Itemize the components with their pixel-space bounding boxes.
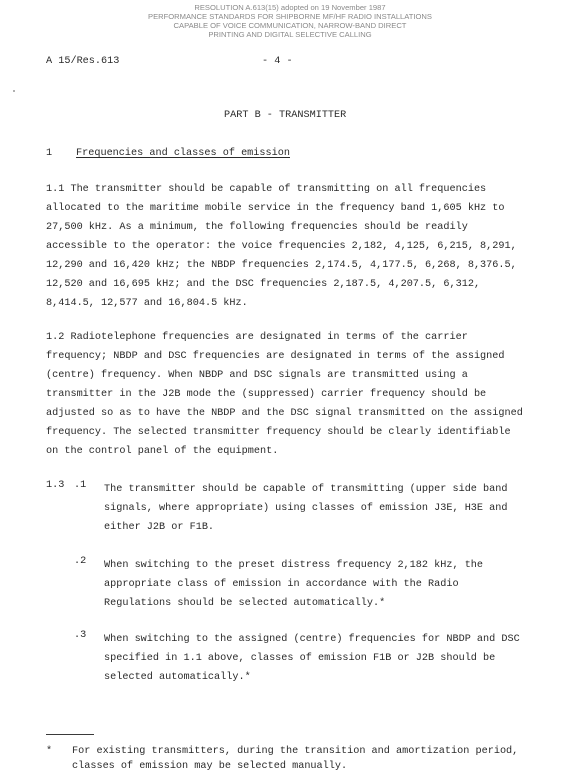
item-line: selected automatically.* (104, 672, 251, 683)
footnote-line: classes of emission may be selected manually. (72, 761, 348, 772)
paragraph-line: 12,290 and 16,420 kHz; the NBDP frequencies 2,174.5, 4,177.5, 6,268, 8,376.5, (46, 260, 517, 271)
stamp-line-4: PRINTING AND DIGITAL SELECTIVE CALLING (208, 30, 372, 39)
section-title: Frequencies and classes of emission (76, 148, 290, 159)
stamp-line-2: PERFORMANCE STANDARDS FOR SHIPBORNE MF/HF RADIO INSTALLATIONS (148, 12, 432, 21)
item-line: appropriate class of emission in accordance with the Radio (104, 579, 459, 590)
resolution-stamp (120, 3, 460, 39)
paragraph-line: transmitter in the J2B mode the (suppressed) carrier frequency should be (46, 389, 487, 400)
item-1-3-2 (104, 556, 483, 613)
document-reference: A 15/Res.613 (46, 56, 120, 67)
item-1-3-1 (104, 480, 508, 537)
item-line: either J2B or F1B. (104, 522, 215, 533)
item-line: signals, where appropriate) using classes of emission J3E, H3E and (104, 503, 508, 514)
paragraph-1-1 (46, 180, 517, 313)
paragraph-line: 1.2 Radiotelephone frequencies are designated in terms of the carrier (46, 332, 468, 343)
item-label: .3 (74, 630, 87, 641)
paragraph-line: allocated to the maritime mobile service in the frequency band 1,605 kHz to (46, 203, 505, 214)
item-line: specified in 1.1 above, classes of emission F1B or J2B should be (104, 653, 496, 664)
stamp-line-1: RESOLUTION A.613(15) adopted on 19 November 1987 (194, 3, 386, 12)
item-line: The transmitter should be capable of transmitting (upper side band (104, 484, 508, 495)
paragraph-line: 27,500 kHz. As a minimum, the following frequencies should be readily (46, 222, 468, 233)
paragraph-line: (centre) frequency. When NBDP and DSC signals are transmitted using a (46, 370, 468, 381)
item-line: When switching to the assigned (centre) frequencies for NBDP and DSC (104, 634, 520, 645)
paragraph-line: 12,520 and 16,695 kHz; and the DSC frequencies 2,187.5, 4,207.5, 6,312, (46, 279, 481, 290)
item-label: .1 (74, 480, 87, 491)
page-number: - 4 - (262, 56, 293, 67)
paragraph-1-3-number: 1.3 (46, 480, 65, 491)
paragraph-line: on the control panel of the equipment. (46, 446, 279, 457)
scan-speck (13, 90, 15, 92)
footnote-line: For existing transmitters, during the transition and amortization period, (72, 746, 519, 757)
paragraph-line: frequency. The selected transmitter frequency should be clearly identifiable (46, 427, 511, 438)
item-1-3-3 (104, 630, 520, 687)
paragraph-line: 8,414.5, 12,577 and 16,804.5 kHz. (46, 298, 248, 309)
paragraph-line: accessible to the operator: the voice frequencies 2,182, 4,125, 6,215, 8,291, (46, 241, 517, 252)
item-label: .2 (74, 556, 87, 567)
paragraph-line: 1.1 The transmitter should be capable of transmitting on all frequencies (46, 184, 487, 195)
paragraph-line: adjusted so as to have the NBDP and the DSC signal transmitted on the assigned (46, 408, 523, 419)
paragraph-1-2 (46, 328, 523, 461)
item-line: When switching to the preset distress frequency 2,182 kHz, the (104, 560, 484, 571)
section-number: 1 (46, 148, 53, 159)
footnote-rule (46, 734, 94, 735)
item-line: Regulations should be selected automatically.* (104, 598, 386, 609)
paragraph-line: frequency; NBDP and DSC frequencies are designated in terms of the assigned (46, 351, 505, 362)
footnote (72, 744, 518, 774)
part-title: PART B - TRANSMITTER (224, 110, 347, 121)
stamp-line-3: CAPABLE OF VOICE COMMUNICATION, NARROW-BAND DIRECT (173, 21, 407, 30)
footnote-marker: * (46, 746, 53, 757)
